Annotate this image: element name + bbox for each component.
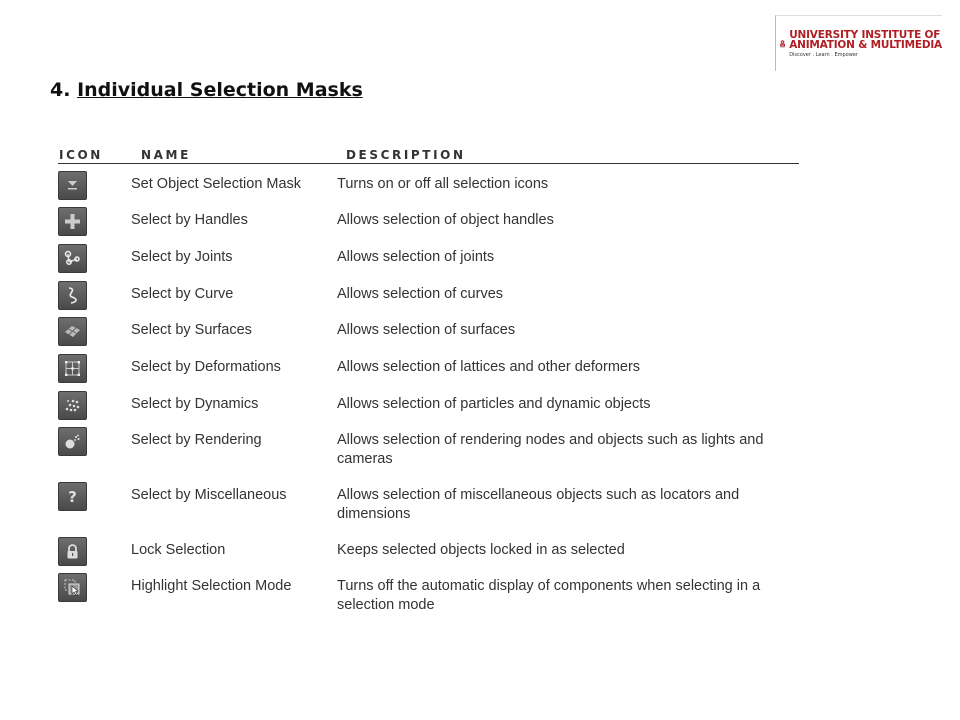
lock-icon <box>58 537 87 566</box>
svg-text:?: ? <box>68 488 77 506</box>
row-description: Keeps selected objects locked in as selected <box>337 542 625 558</box>
row-description: Allows selection of object handles <box>337 212 554 228</box>
rendering-icon <box>58 427 87 456</box>
slide-heading <box>50 79 363 101</box>
logo-line-2: ANIMATION & MULTIMEDIA <box>789 39 942 51</box>
header-name: NAME <box>141 148 191 162</box>
row-name: Highlight Selection Mode <box>131 578 292 594</box>
row-description: Allows selection of miscellaneous objects such as locators and dimensions <box>337 487 740 522</box>
logo-tagline: Discover . Learn . Empower <box>789 51 858 58</box>
row-description: Allows selection of lattices and other deformers <box>337 359 641 375</box>
row-name: Select by Handles <box>131 212 248 228</box>
row-name: Set Object Selection Mask <box>131 176 302 192</box>
heading-title: Individual Selection Masks <box>77 79 363 101</box>
surfaces-icon <box>58 317 87 346</box>
miscellaneous-icon <box>58 482 87 511</box>
highlight-selection-icon <box>58 573 87 602</box>
row-name: Lock Selection <box>131 542 226 558</box>
row-name: Select by Miscellaneous <box>131 487 287 503</box>
curve-icon <box>58 281 87 310</box>
logo-line-1: UNIVERSITY INSTITUTE OF <box>789 28 941 41</box>
logo-badge-text: CU <box>781 44 784 47</box>
row-description: Allows selection of particles and dynamic objects <box>337 396 651 412</box>
table-header <box>58 146 799 164</box>
header-description: DESCRIPTION <box>346 148 466 162</box>
row-name: Select by Rendering <box>131 432 262 448</box>
selection-masks-table <box>58 146 799 613</box>
handles-icon <box>58 207 87 236</box>
row-name: Select by Curve <box>131 286 234 302</box>
row-description: Allows selection of curves <box>337 286 504 302</box>
dynamics-icon <box>58 391 87 420</box>
row-name: Select by Deformations <box>131 359 281 375</box>
cu-emblem-icon <box>780 21 785 67</box>
row-name: Select by Joints <box>131 249 233 265</box>
header-icon: ICON <box>59 148 103 162</box>
row-description: Allows selection of joints <box>337 249 495 265</box>
row-name: Select by Dynamics <box>131 396 259 412</box>
logo-text <box>789 30 942 58</box>
row-name: Select by Surfaces <box>131 322 252 338</box>
joints-icon <box>58 244 87 273</box>
heading-number: 4. <box>50 79 71 101</box>
row-description: Turns on or off all selection icons <box>337 176 549 192</box>
row-description: Allows selection of surfaces <box>337 322 516 338</box>
selection-mask-icon <box>58 171 87 200</box>
row-description: Turns off the automatic display of components when selecting in a selection mode <box>337 578 761 613</box>
university-logo <box>775 15 942 71</box>
deformations-icon <box>58 354 87 383</box>
row-description: Allows selection of rendering nodes and objects such as lights and cameras <box>337 432 764 467</box>
